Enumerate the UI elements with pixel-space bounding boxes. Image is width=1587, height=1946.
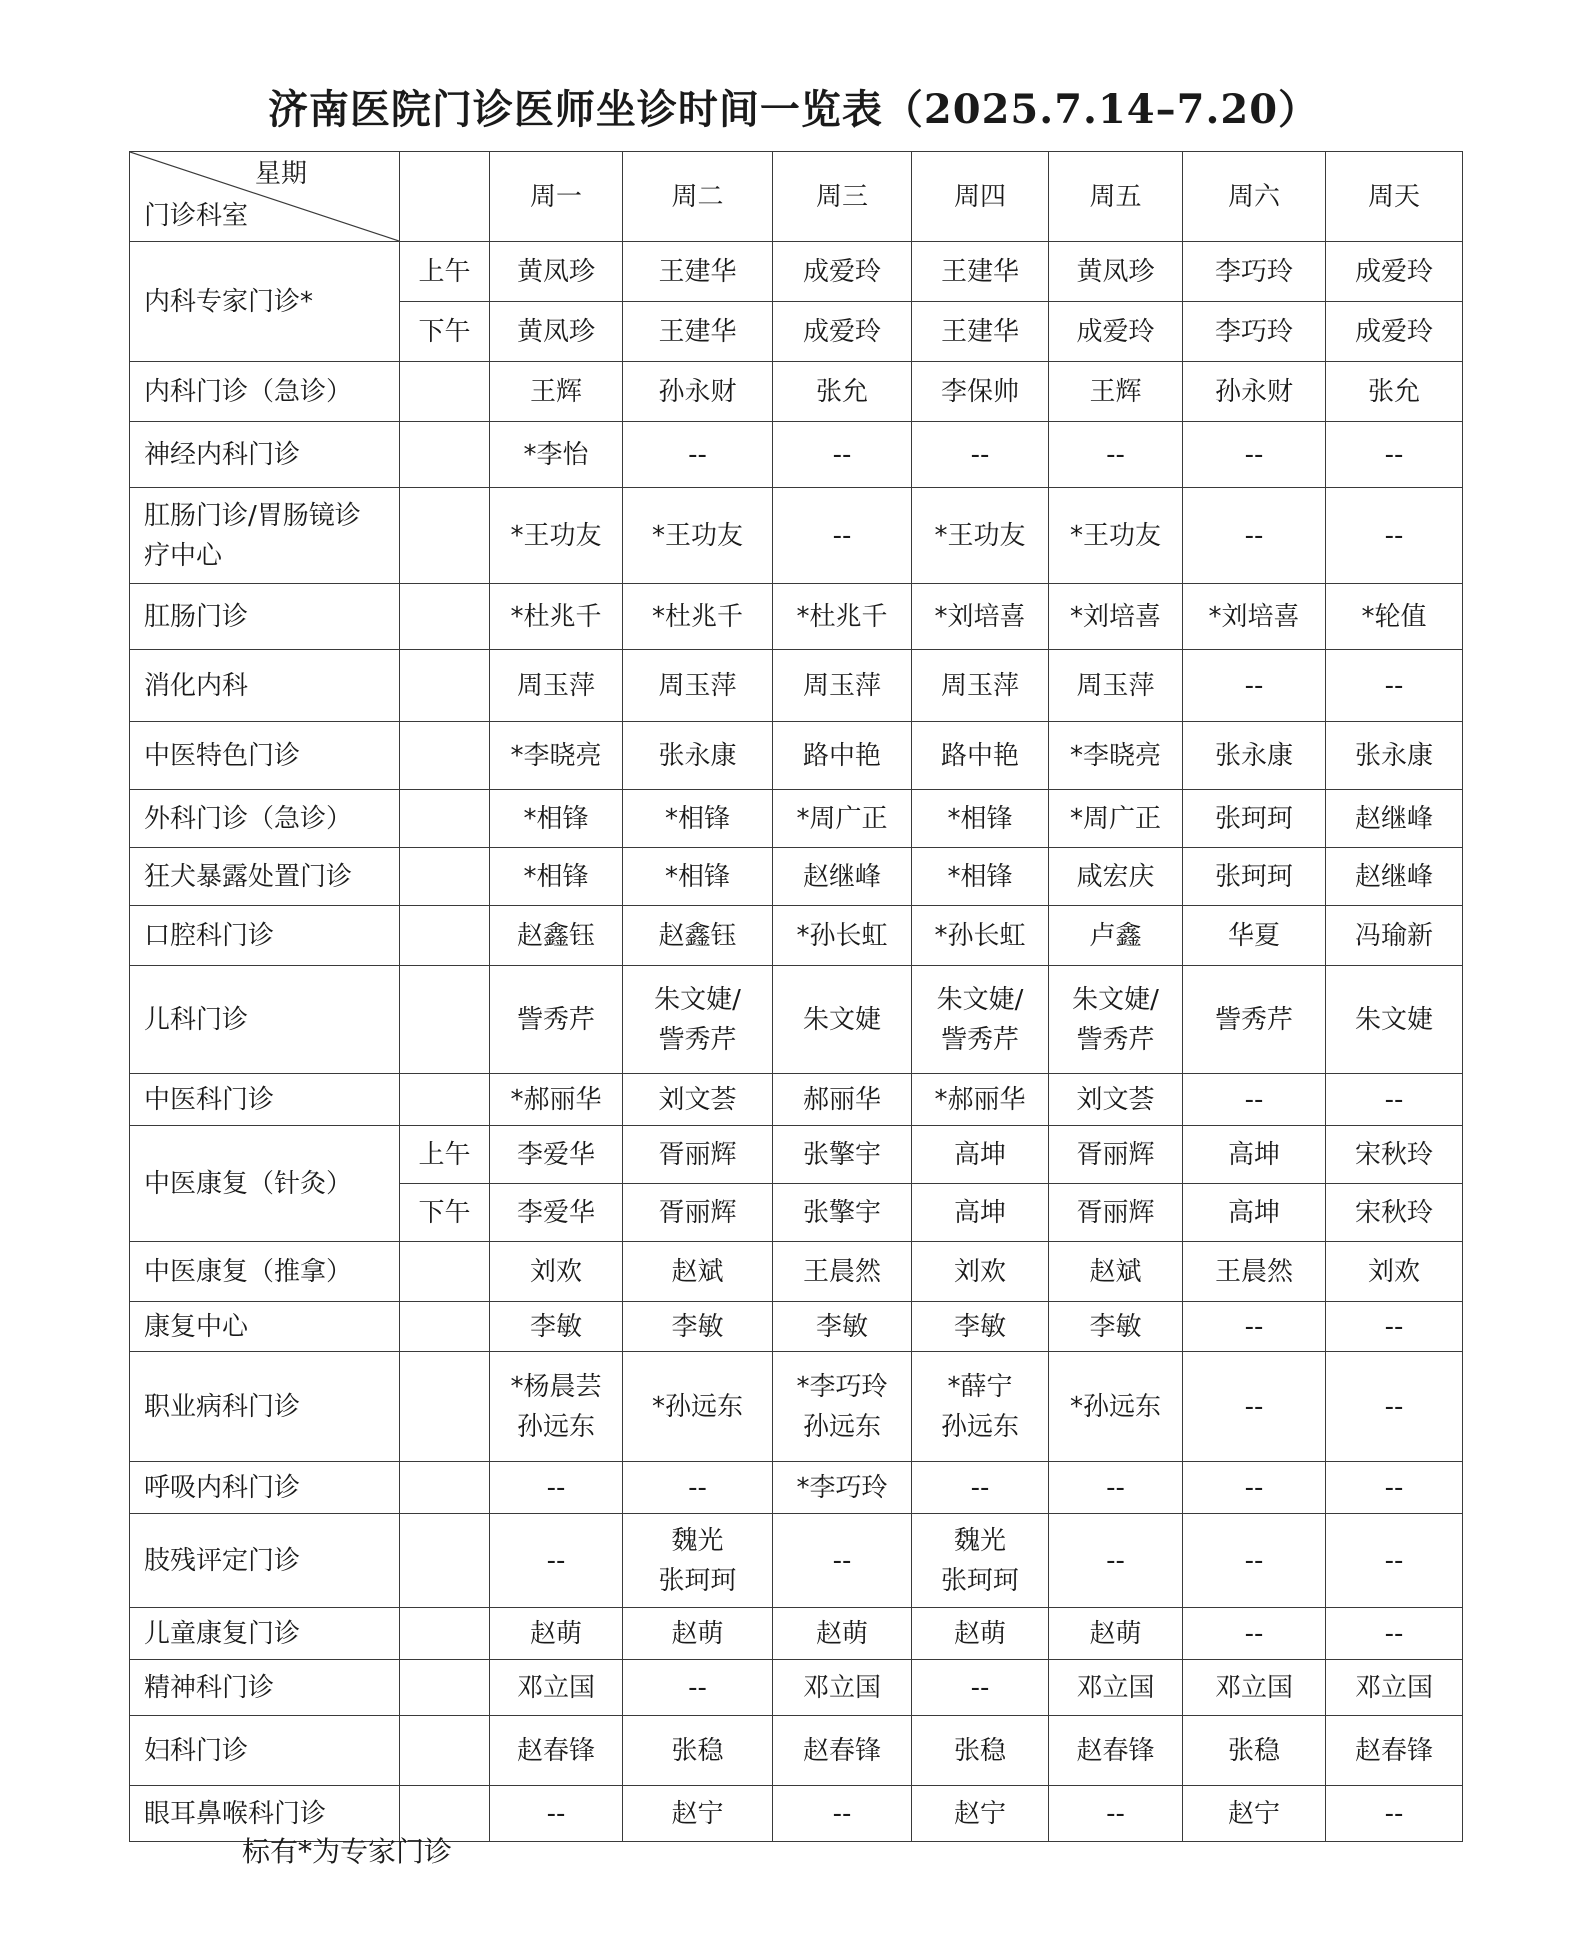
doctor-cell: -- (1049, 422, 1183, 488)
doctor-cell: 王建华 (912, 302, 1049, 362)
header-session-cell (400, 152, 490, 242)
doctor-cell: -- (1183, 422, 1326, 488)
doctor-cell: -- (1326, 1352, 1463, 1462)
doctor-cell: 李巧玲 (1183, 242, 1326, 302)
doctor-cell: -- (1326, 488, 1463, 584)
session-cell-empty (400, 1242, 490, 1302)
doctor-cell: *周广正 (773, 790, 912, 848)
doctor-cell: -- (912, 1462, 1049, 1514)
doctor-cell: 孙永财 (1183, 362, 1326, 422)
doctor-cell: 赵萌 (623, 1608, 773, 1660)
session-cell-empty (400, 650, 490, 722)
doctor-cell: *王功友 (1049, 488, 1183, 584)
doctor-cell: *孙远东 (1049, 1352, 1183, 1462)
doctor-cell: 宋秋玲 (1326, 1126, 1463, 1184)
doctor-cell: 赵宁 (912, 1786, 1049, 1842)
doctor-cell: -- (1049, 1786, 1183, 1842)
header-day: 周二 (623, 152, 773, 242)
doctor-cell: 李爱华 (490, 1184, 623, 1242)
doctor-cell: 胥丽辉 (1049, 1184, 1183, 1242)
table-row (130, 1462, 1463, 1514)
department-cell: 中医特色门诊 (130, 722, 400, 790)
department-cell: 儿科门诊 (130, 966, 400, 1074)
doctor-cell: 赵斌 (1049, 1242, 1183, 1302)
doctor-cell: *相锋 (490, 848, 623, 906)
department-cell: 眼耳鼻喉科门诊 (130, 1786, 400, 1842)
doctor-cell: 赵萌 (490, 1608, 623, 1660)
doctor-cell: *轮值 (1326, 584, 1463, 650)
doctor-cell: -- (912, 1660, 1049, 1716)
doctor-cell: -- (490, 1462, 623, 1514)
doctor-cell: 胥丽辉 (1049, 1126, 1183, 1184)
doctor-name-line: 张珂珂 (658, 1565, 737, 1596)
department-cell: 中医康复（针灸） (130, 1126, 400, 1242)
doctor-cell: 朱文婕 (1326, 966, 1463, 1074)
session-cell-empty (400, 584, 490, 650)
doctor-cell: *相锋 (912, 848, 1049, 906)
doctor-cell (773, 1352, 912, 1462)
session-cell-empty (400, 1352, 490, 1462)
doctor-cell: *刘培喜 (1183, 584, 1326, 650)
doctor-cell: -- (1183, 1514, 1326, 1608)
doctor-cell: 黄凤珍 (490, 242, 623, 302)
table-row (130, 1352, 1463, 1462)
table-row (130, 1608, 1463, 1660)
doctor-cell: *李晓亮 (490, 722, 623, 790)
header-day: 周四 (912, 152, 1049, 242)
doctor-cell: 李敏 (1049, 1302, 1183, 1352)
doctor-cell: *相锋 (623, 848, 773, 906)
doctor-cell: 路中艳 (773, 722, 912, 790)
session-cell-empty (400, 1716, 490, 1786)
doctor-cell: *王功友 (490, 488, 623, 584)
doctor-cell: 张永康 (1326, 722, 1463, 790)
session-cell-empty (400, 722, 490, 790)
doctor-cell: *杜兆千 (773, 584, 912, 650)
doctor-cell: 刘欢 (1326, 1242, 1463, 1302)
table-row (130, 650, 1463, 722)
doctor-cell: 张永康 (623, 722, 773, 790)
doctor-name-line: 朱文婕/ (1072, 984, 1159, 1015)
department-cell: 中医康复（推拿） (130, 1242, 400, 1302)
doctor-cell: 刘欢 (490, 1242, 623, 1302)
session-cell-empty (400, 1660, 490, 1716)
doctor-cell: 张珂珂 (1183, 848, 1326, 906)
doctor-cell: -- (490, 1514, 623, 1608)
doctor-cell: 王辉 (490, 362, 623, 422)
doctor-cell: 赵萌 (912, 1608, 1049, 1660)
doctor-cell: 刘文荟 (1049, 1074, 1183, 1126)
doctor-cell: 赵鑫钰 (490, 906, 623, 966)
page-title: 济南医院门诊医师坐诊时间一览表（2025.7.14–7.20） (267, 86, 1320, 133)
doctor-cell: 李保帅 (912, 362, 1049, 422)
doctor-cell: -- (773, 422, 912, 488)
doctor-name-line: 孙远东 (940, 1411, 1019, 1442)
doctor-cell: 邓立国 (490, 1660, 623, 1716)
department-cell: 口腔科门诊 (130, 906, 400, 966)
doctor-cell: *郝丽华 (912, 1074, 1049, 1126)
table-row (130, 242, 1463, 302)
doctor-cell: -- (1326, 1462, 1463, 1514)
doctor-cell: 成爱玲 (1326, 302, 1463, 362)
doctor-cell: *王功友 (912, 488, 1049, 584)
doctor-cell: 黄凤珍 (1049, 242, 1183, 302)
table-row (130, 848, 1463, 906)
doctor-cell: 赵春锋 (1049, 1716, 1183, 1786)
doctor-cell: -- (623, 1462, 773, 1514)
doctor-cell: 成爱玲 (773, 302, 912, 362)
doctor-cell: -- (1183, 1352, 1326, 1462)
doctor-cell: 刘欢 (912, 1242, 1049, 1302)
doctor-cell: 成爱玲 (773, 242, 912, 302)
doctor-cell: 张稳 (623, 1716, 773, 1786)
doctor-cell: *郝丽华 (490, 1074, 623, 1126)
session-cell-empty (400, 848, 490, 906)
doctor-cell: *李晓亮 (1049, 722, 1183, 790)
doctor-cell: 赵继峰 (1326, 848, 1463, 906)
department-cell: 中医科门诊 (130, 1074, 400, 1126)
department-cell: 狂犬暴露处置门诊 (130, 848, 400, 906)
doctor-cell (912, 966, 1049, 1074)
doctor-cell (623, 1514, 773, 1608)
doctor-cell: -- (773, 1786, 912, 1842)
doctor-cell: 赵继峰 (773, 848, 912, 906)
doctor-cell: 周玉萍 (773, 650, 912, 722)
table-row (130, 1126, 1463, 1184)
doctor-cell: 赵宁 (623, 1786, 773, 1842)
doctor-cell: 赵春锋 (773, 1716, 912, 1786)
doctor-cell: 刘文荟 (623, 1074, 773, 1126)
doctor-cell: 邓立国 (1049, 1660, 1183, 1716)
doctor-cell: *刘培喜 (912, 584, 1049, 650)
department-cell: 肛肠门诊 (130, 584, 400, 650)
department-cell: 肢残评定门诊 (130, 1514, 400, 1608)
session-cell-empty (400, 1608, 490, 1660)
schedule-table (129, 151, 1463, 1842)
session-cell-empty (400, 790, 490, 848)
doctor-cell: 高坤 (1183, 1184, 1326, 1242)
doctor-cell: -- (1049, 1514, 1183, 1608)
doctor-cell: 张珂珂 (1183, 790, 1326, 848)
session-cell-empty (400, 966, 490, 1074)
doctor-cell: 邓立国 (1183, 1660, 1326, 1716)
doctor-cell: -- (773, 488, 912, 584)
session-cell: 上午 (400, 1126, 490, 1184)
doctor-cell: -- (623, 422, 773, 488)
doctor-cell: 华夏 (1183, 906, 1326, 966)
doctor-cell: 王晨然 (1183, 1242, 1326, 1302)
doctor-cell: 王建华 (623, 302, 773, 362)
session-cell-empty (400, 906, 490, 966)
doctor-name-line: 张珂珂 (940, 1565, 1019, 1596)
doctor-cell: -- (1326, 422, 1463, 488)
session-cell-empty (400, 1302, 490, 1352)
session-cell: 下午 (400, 1184, 490, 1242)
table-row (130, 488, 1463, 584)
table-row (130, 1302, 1463, 1352)
doctor-cell: 张擎宇 (773, 1184, 912, 1242)
doctor-cell: 张稳 (1183, 1716, 1326, 1786)
doctor-cell: 孙永财 (623, 362, 773, 422)
table-row (130, 1242, 1463, 1302)
header-day: 周一 (490, 152, 623, 242)
doctor-cell: *孙长虹 (773, 906, 912, 966)
doctor-cell: 赵继峰 (1326, 790, 1463, 848)
doctor-cell: 高坤 (1183, 1126, 1326, 1184)
department-cell: 妇科门诊 (130, 1716, 400, 1786)
session-cell-empty (400, 362, 490, 422)
department-cell: 儿童康复门诊 (130, 1608, 400, 1660)
doctor-cell: 朱文婕 (773, 966, 912, 1074)
doctor-cell: 訾秀芹 (490, 966, 623, 1074)
doctor-cell: 高坤 (912, 1184, 1049, 1242)
doctor-cell: 邓立国 (1326, 1660, 1463, 1716)
doctor-cell: 卢鑫 (1049, 906, 1183, 966)
doctor-cell: *相锋 (490, 790, 623, 848)
header-day: 周三 (773, 152, 912, 242)
doctor-name-line: 魏光 (953, 1525, 1006, 1556)
department-cell: 肛肠门诊/胃肠镜诊疗中心 (130, 488, 400, 584)
department-cell: 内科门诊（急诊） (130, 362, 400, 422)
session-cell: 下午 (400, 302, 490, 362)
doctor-cell: 赵鑫钰 (623, 906, 773, 966)
doctor-cell: -- (1183, 650, 1326, 722)
doctor-cell: 王辉 (1049, 362, 1183, 422)
table-row (130, 790, 1463, 848)
doctor-name-line: 魏光 (671, 1525, 724, 1556)
doctor-cell: 赵萌 (1049, 1608, 1183, 1660)
doctor-cell: -- (1326, 650, 1463, 722)
doctor-cell: -- (773, 1514, 912, 1608)
doctor-name-line: 訾秀芹 (658, 1024, 737, 1055)
doctor-name-line: *薛宁 (947, 1371, 1013, 1402)
doctor-cell: 李爱华 (490, 1126, 623, 1184)
footnote: 标有*为专家门诊 (242, 1835, 453, 1868)
doctor-cell: -- (1326, 1608, 1463, 1660)
doctor-cell: *杜兆千 (490, 584, 623, 650)
doctor-cell: 路中艳 (912, 722, 1049, 790)
doctor-cell: -- (1183, 1608, 1326, 1660)
doctor-cell (912, 1352, 1049, 1462)
doctor-cell: 邓立国 (773, 1660, 912, 1716)
session-cell-empty (400, 1462, 490, 1514)
corner-weekday-label: 星期 (255, 159, 308, 189)
header-day: 周天 (1326, 152, 1463, 242)
doctor-name-line: *杨晨芸 (510, 1371, 602, 1402)
header-day: 周六 (1183, 152, 1326, 242)
doctor-name-line: *李巧玲 (796, 1371, 888, 1402)
header-row (130, 152, 1463, 242)
doctor-cell: 李敏 (912, 1302, 1049, 1352)
table-row (130, 1716, 1463, 1786)
doctor-cell: 周玉萍 (912, 650, 1049, 722)
doctor-cell: 张擎宇 (773, 1126, 912, 1184)
table-row (130, 966, 1463, 1074)
table-row (130, 906, 1463, 966)
doctor-cell: 赵斌 (623, 1242, 773, 1302)
doctor-cell: -- (1183, 1074, 1326, 1126)
doctor-cell: 周玉萍 (490, 650, 623, 722)
doctor-cell: 成爱玲 (1049, 302, 1183, 362)
department-cell: 精神科门诊 (130, 1660, 400, 1716)
doctor-cell: 胥丽辉 (623, 1184, 773, 1242)
table-row (130, 1074, 1463, 1126)
doctor-cell: -- (1326, 1302, 1463, 1352)
doctor-cell: 赵春锋 (1326, 1716, 1463, 1786)
doctor-name-line: 訾秀芹 (940, 1024, 1019, 1055)
doctor-cell: 王晨然 (773, 1242, 912, 1302)
doctor-name-line: 朱文婕/ (936, 984, 1024, 1015)
table-row (130, 422, 1463, 488)
doctor-cell: -- (1049, 1462, 1183, 1514)
doctor-cell: 胥丽辉 (623, 1126, 773, 1184)
session-cell-empty (400, 1514, 490, 1608)
doctor-cell (1049, 966, 1183, 1074)
doctor-cell (623, 966, 773, 1074)
doctor-cell: 张稳 (912, 1716, 1049, 1786)
doctor-cell: -- (1183, 1462, 1326, 1514)
doctor-cell: -- (1183, 1302, 1326, 1352)
doctor-cell (912, 1514, 1049, 1608)
table-row (130, 584, 1463, 650)
doctor-cell: -- (490, 1786, 623, 1842)
doctor-name-line: 訾秀芹 (1076, 1024, 1155, 1055)
doctor-cell: *李巧玲 (773, 1462, 912, 1514)
doctor-cell: *孙长虹 (912, 906, 1049, 966)
table-row (130, 1514, 1463, 1608)
corner-department-label: 门诊科室 (144, 201, 249, 231)
doctor-cell: 周玉萍 (1049, 650, 1183, 722)
doctor-name-line: 孙远东 (516, 1411, 595, 1442)
doctor-cell: *相锋 (623, 790, 773, 848)
doctor-cell: -- (623, 1660, 773, 1716)
doctor-cell: -- (1326, 1074, 1463, 1126)
department-cell: 消化内科 (130, 650, 400, 722)
doctor-cell: *周广正 (1049, 790, 1183, 848)
doctor-cell: 李敏 (773, 1302, 912, 1352)
doctor-cell: 李巧玲 (1183, 302, 1326, 362)
doctor-cell: 咸宏庆 (1049, 848, 1183, 906)
doctor-cell: 张允 (773, 362, 912, 422)
session-cell-empty (400, 488, 490, 584)
doctor-cell: 黄凤珍 (490, 302, 623, 362)
doctor-cell: 冯瑜新 (1326, 906, 1463, 966)
table-row (130, 362, 1463, 422)
session-cell-empty (400, 422, 490, 488)
department-cell: 呼吸内科门诊 (130, 1462, 400, 1514)
doctor-cell: 訾秀芹 (1183, 966, 1326, 1074)
doctor-cell: *王功友 (623, 488, 773, 584)
doctor-cell: 张允 (1326, 362, 1463, 422)
session-cell: 上午 (400, 242, 490, 302)
doctor-cell (490, 1352, 623, 1462)
department-cell: 神经内科门诊 (130, 422, 400, 488)
doctor-cell: 李敏 (623, 1302, 773, 1352)
doctor-cell: 周玉萍 (623, 650, 773, 722)
department-cell: 外科门诊（急诊） (130, 790, 400, 848)
doctor-cell: 李敏 (490, 1302, 623, 1352)
doctor-cell: -- (1183, 488, 1326, 584)
doctor-cell: 高坤 (912, 1126, 1049, 1184)
doctor-cell: *李怡 (490, 422, 623, 488)
header-day: 周五 (1049, 152, 1183, 242)
doctor-cell: -- (1326, 1514, 1463, 1608)
doctor-cell: 赵宁 (1183, 1786, 1326, 1842)
doctor-cell: 成爱玲 (1326, 242, 1463, 302)
doctor-cell: -- (912, 422, 1049, 488)
doctor-cell: 赵春锋 (490, 1716, 623, 1786)
table-row (130, 722, 1463, 790)
doctor-cell: 郝丽华 (773, 1074, 912, 1126)
doctor-cell: 宋秋玲 (1326, 1184, 1463, 1242)
doctor-cell: *相锋 (912, 790, 1049, 848)
doctor-cell: *杜兆千 (623, 584, 773, 650)
doctor-cell: *孙远东 (623, 1352, 773, 1462)
doctor-name-line: 孙远东 (802, 1411, 881, 1442)
session-cell-empty (400, 1074, 490, 1126)
doctor-cell: 王建华 (912, 242, 1049, 302)
doctor-cell: *刘培喜 (1049, 584, 1183, 650)
department-cell: 职业病科门诊 (130, 1352, 400, 1462)
doctor-cell: 赵萌 (773, 1608, 912, 1660)
doctor-cell: -- (1326, 1786, 1463, 1842)
doctor-cell: 王建华 (623, 242, 773, 302)
department-cell: 康复中心 (130, 1302, 400, 1352)
header-corner-cell (130, 152, 400, 242)
doctor-name-line: 朱文婕/ (654, 984, 741, 1015)
table-row (130, 1660, 1463, 1716)
doctor-cell: 张永康 (1183, 722, 1326, 790)
department-cell: 内科专家门诊* (130, 242, 400, 362)
